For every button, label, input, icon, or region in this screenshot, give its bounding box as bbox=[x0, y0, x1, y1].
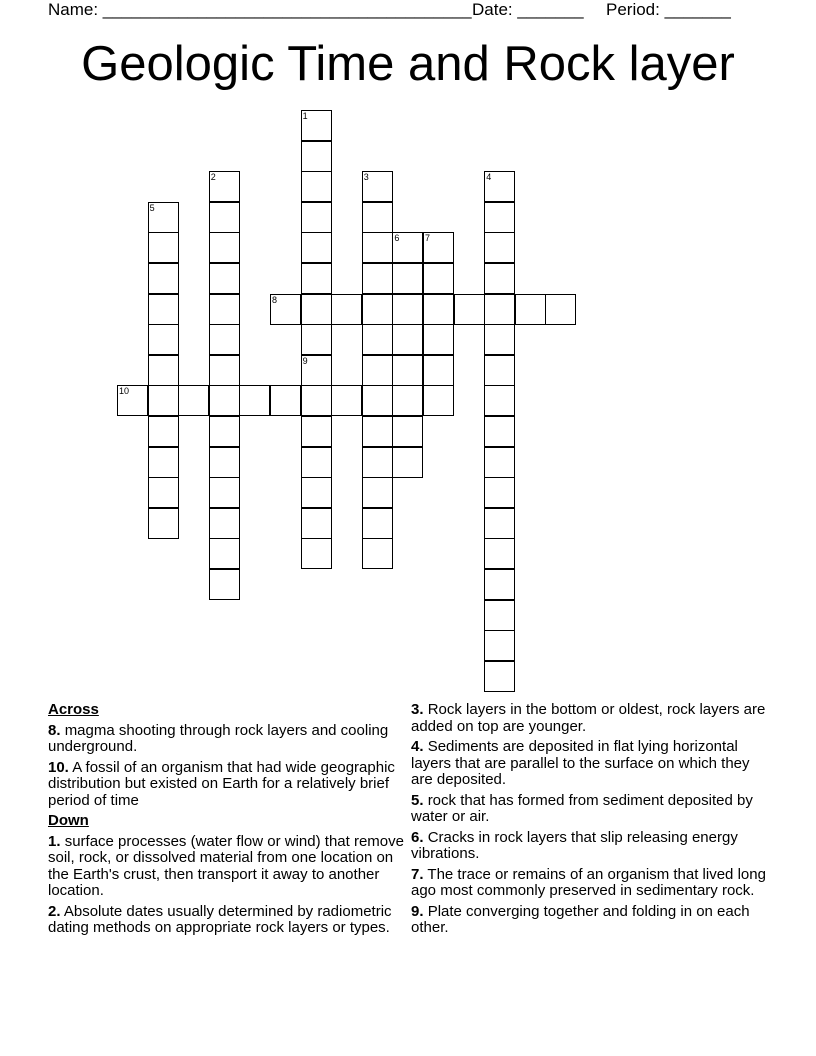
crossword-cell[interactable] bbox=[423, 385, 454, 416]
crossword-cell[interactable] bbox=[392, 324, 423, 355]
crossword-cell[interactable] bbox=[362, 508, 393, 539]
crossword-cell[interactable] bbox=[423, 232, 454, 263]
crossword-cell[interactable] bbox=[148, 263, 179, 294]
across-heading: Across bbox=[48, 701, 99, 718]
clue-number: 5. bbox=[411, 791, 424, 809]
crossword-cell[interactable] bbox=[148, 416, 179, 447]
crossword-cell[interactable] bbox=[362, 477, 393, 508]
crossword-cell[interactable] bbox=[301, 324, 332, 355]
clue-number: 1. bbox=[48, 832, 61, 850]
crossword-cell[interactable] bbox=[178, 385, 209, 416]
crossword-cell[interactable] bbox=[362, 324, 393, 355]
crossword-cell[interactable] bbox=[148, 355, 179, 386]
crossword-cell[interactable] bbox=[209, 355, 240, 386]
clue-number: 3. bbox=[411, 701, 424, 718]
clue-across-10 bbox=[48, 760, 406, 810]
crossword-cell[interactable] bbox=[301, 294, 332, 325]
crossword-cell[interactable] bbox=[423, 294, 454, 325]
crossword-cell[interactable] bbox=[392, 385, 423, 416]
crossword-cell[interactable] bbox=[270, 294, 301, 325]
crossword-cell[interactable] bbox=[209, 416, 240, 447]
clue-down-4 bbox=[411, 739, 771, 789]
crossword-cell[interactable] bbox=[392, 447, 423, 478]
crossword-cell[interactable] bbox=[362, 416, 393, 447]
clue-down-1 bbox=[48, 834, 406, 900]
crossword-cell[interactable] bbox=[484, 569, 515, 600]
name-field[interactable]: Name: _______________________________________ bbox=[48, 0, 472, 19]
crossword-cell[interactable] bbox=[209, 538, 240, 569]
crossword-cell[interactable] bbox=[301, 538, 332, 569]
clue-number-label: 4 bbox=[486, 172, 492, 183]
crossword-cell[interactable] bbox=[362, 171, 393, 202]
crossword-cell[interactable] bbox=[545, 294, 576, 325]
crossword-cell[interactable] bbox=[148, 508, 179, 539]
clues-left-column bbox=[48, 702, 406, 941]
clue-number-label: 7 bbox=[425, 233, 431, 244]
crossword-cell[interactable] bbox=[484, 324, 515, 355]
crossword-cell[interactable] bbox=[301, 141, 332, 172]
clue-number-label: 2 bbox=[210, 172, 216, 183]
clue-text: Plate converging together and folding in on each other. bbox=[411, 902, 750, 936]
crossword-cell[interactable] bbox=[484, 661, 515, 692]
crossword-cell[interactable] bbox=[362, 355, 393, 386]
clue-text: magma shooting through rock layers and cooling underground. bbox=[48, 721, 389, 755]
crossword-cell[interactable] bbox=[423, 324, 454, 355]
date-field[interactable]: Date: _______ bbox=[472, 0, 584, 19]
crossword-cell[interactable] bbox=[484, 508, 515, 539]
clue-text: A fossil of an organism that had wide geographic distribution but existed on Earth for a relatively brief period of time bbox=[48, 758, 395, 809]
crossword-cell[interactable] bbox=[209, 508, 240, 539]
crossword-cell[interactable] bbox=[484, 600, 515, 631]
crossword-cell[interactable] bbox=[362, 538, 393, 569]
crossword-cell[interactable] bbox=[454, 294, 485, 325]
clue-number-label: 8 bbox=[272, 294, 278, 305]
crossword-cell[interactable] bbox=[392, 355, 423, 386]
crossword-cell[interactable] bbox=[301, 385, 332, 416]
crossword-cell[interactable] bbox=[484, 232, 515, 263]
clue-down-3 bbox=[411, 702, 771, 735]
clue-number-label: 3 bbox=[363, 172, 369, 183]
crossword-cell[interactable] bbox=[515, 294, 546, 325]
crossword-cell[interactable] bbox=[148, 385, 179, 416]
crossword-cell[interactable] bbox=[423, 355, 454, 386]
crossword-cell[interactable] bbox=[301, 447, 332, 478]
crossword-cell[interactable] bbox=[301, 232, 332, 263]
crossword-cell[interactable] bbox=[484, 171, 515, 202]
clue-down-6 bbox=[411, 830, 771, 863]
clue-number: 6. bbox=[411, 828, 424, 846]
crossword-cell[interactable] bbox=[484, 538, 515, 569]
crossword-cell[interactable] bbox=[301, 110, 332, 141]
crossword-cell[interactable] bbox=[423, 263, 454, 294]
clue-text: Rock layers in the bottom or oldest, rock layers are added on top are younger. bbox=[411, 701, 766, 735]
crossword-cell[interactable] bbox=[301, 171, 332, 202]
clue-across-8 bbox=[48, 723, 406, 756]
crossword-cell[interactable] bbox=[301, 416, 332, 447]
crossword-cell[interactable] bbox=[331, 294, 362, 325]
crossword-cell[interactable] bbox=[148, 447, 179, 478]
crossword-cell[interactable] bbox=[301, 202, 332, 233]
crossword-cell[interactable] bbox=[209, 171, 240, 202]
crossword-cell[interactable] bbox=[117, 385, 148, 416]
crossword-cell[interactable] bbox=[209, 324, 240, 355]
crossword-cell[interactable] bbox=[209, 569, 240, 600]
clue-number-label: 9 bbox=[302, 355, 308, 366]
clue-number: 8. bbox=[48, 721, 61, 739]
crossword-cell[interactable] bbox=[484, 355, 515, 386]
clue-text: surface processes (water flow or wind) that remove soil, rock, or dissolved material from one location on the Earth's crust, then transport it away to another location. bbox=[48, 832, 404, 899]
crossword-cell[interactable] bbox=[270, 385, 301, 416]
crossword-cell[interactable] bbox=[484, 630, 515, 661]
period-field[interactable]: Period: _______ bbox=[606, 0, 731, 19]
clue-number: 4. bbox=[411, 738, 424, 755]
crossword-cell[interactable] bbox=[209, 477, 240, 508]
clue-number: 7. bbox=[411, 865, 424, 883]
crossword-cell[interactable] bbox=[362, 447, 393, 478]
crossword-cell[interactable] bbox=[148, 232, 179, 263]
clue-number: 10. bbox=[48, 758, 69, 776]
crossword-cell[interactable] bbox=[209, 232, 240, 263]
crossword-cell[interactable] bbox=[362, 202, 393, 233]
page-title: Geologic Time and Rock layer bbox=[81, 37, 735, 91]
crossword-cell[interactable] bbox=[209, 385, 240, 416]
crossword-cell[interactable] bbox=[362, 232, 393, 263]
crossword-cell[interactable] bbox=[484, 447, 515, 478]
crossword-cell[interactable] bbox=[301, 355, 332, 386]
crossword-cell[interactable] bbox=[484, 294, 515, 325]
crossword-cell[interactable] bbox=[484, 477, 515, 508]
clue-down-5 bbox=[411, 793, 771, 826]
student-info-header bbox=[48, 0, 768, 22]
crossword-cell[interactable] bbox=[209, 294, 240, 325]
crossword-cell[interactable] bbox=[301, 263, 332, 294]
clue-text: Sediments are deposited in flat lying horizontal layers that are parallel to the surface on which they are deposited. bbox=[411, 738, 750, 788]
clue-down-7 bbox=[411, 867, 771, 900]
crossword-cell[interactable] bbox=[362, 294, 393, 325]
crossword-cell[interactable] bbox=[484, 263, 515, 294]
crossword-cell[interactable] bbox=[209, 447, 240, 478]
clues-right-column bbox=[411, 702, 771, 941]
crossword-cell[interactable] bbox=[209, 202, 240, 233]
crossword-cell[interactable] bbox=[301, 508, 332, 539]
crossword-cell[interactable] bbox=[392, 294, 423, 325]
crossword-cell[interactable] bbox=[392, 263, 423, 294]
crossword-cell[interactable] bbox=[239, 385, 270, 416]
crossword-cell[interactable] bbox=[484, 385, 515, 416]
clue-down-2 bbox=[48, 904, 406, 937]
crossword-cell[interactable] bbox=[392, 232, 423, 263]
crossword-cell[interactable] bbox=[148, 294, 179, 325]
crossword-cell[interactable] bbox=[148, 324, 179, 355]
crossword-cell[interactable] bbox=[148, 477, 179, 508]
crossword-cell[interactable] bbox=[209, 263, 240, 294]
clue-text: Absolute dates usually determined by radiometric dating methods on appropriate rock layers or types. bbox=[48, 902, 392, 936]
crossword-cell[interactable] bbox=[362, 385, 393, 416]
clue-down-9 bbox=[411, 904, 771, 937]
clue-number-label: 5 bbox=[149, 202, 155, 213]
crossword-cell[interactable] bbox=[301, 477, 332, 508]
crossword-cell[interactable] bbox=[331, 385, 362, 416]
crossword-cell[interactable] bbox=[392, 416, 423, 447]
clue-number-label: 6 bbox=[394, 233, 400, 244]
clue-text: The trace or remains of an organism that lived long ago most commonly preserved in sedimentary rock. bbox=[411, 865, 766, 899]
clue-text: Cracks in rock layers that slip releasing energy vibrations. bbox=[411, 828, 738, 862]
crossword-cell[interactable] bbox=[148, 202, 179, 233]
clue-number: 2. bbox=[48, 902, 61, 920]
clue-text: rock that has formed from sediment deposited by water or air. bbox=[411, 791, 753, 825]
clue-number-label: 1 bbox=[302, 111, 308, 121]
clue-number: 9. bbox=[411, 902, 424, 920]
crossword-cell[interactable] bbox=[484, 202, 515, 233]
crossword-cell[interactable] bbox=[362, 263, 393, 294]
clue-number-label: 10 bbox=[119, 386, 130, 397]
down-heading: Down bbox=[48, 812, 89, 829]
crossword-cell[interactable] bbox=[484, 416, 515, 447]
